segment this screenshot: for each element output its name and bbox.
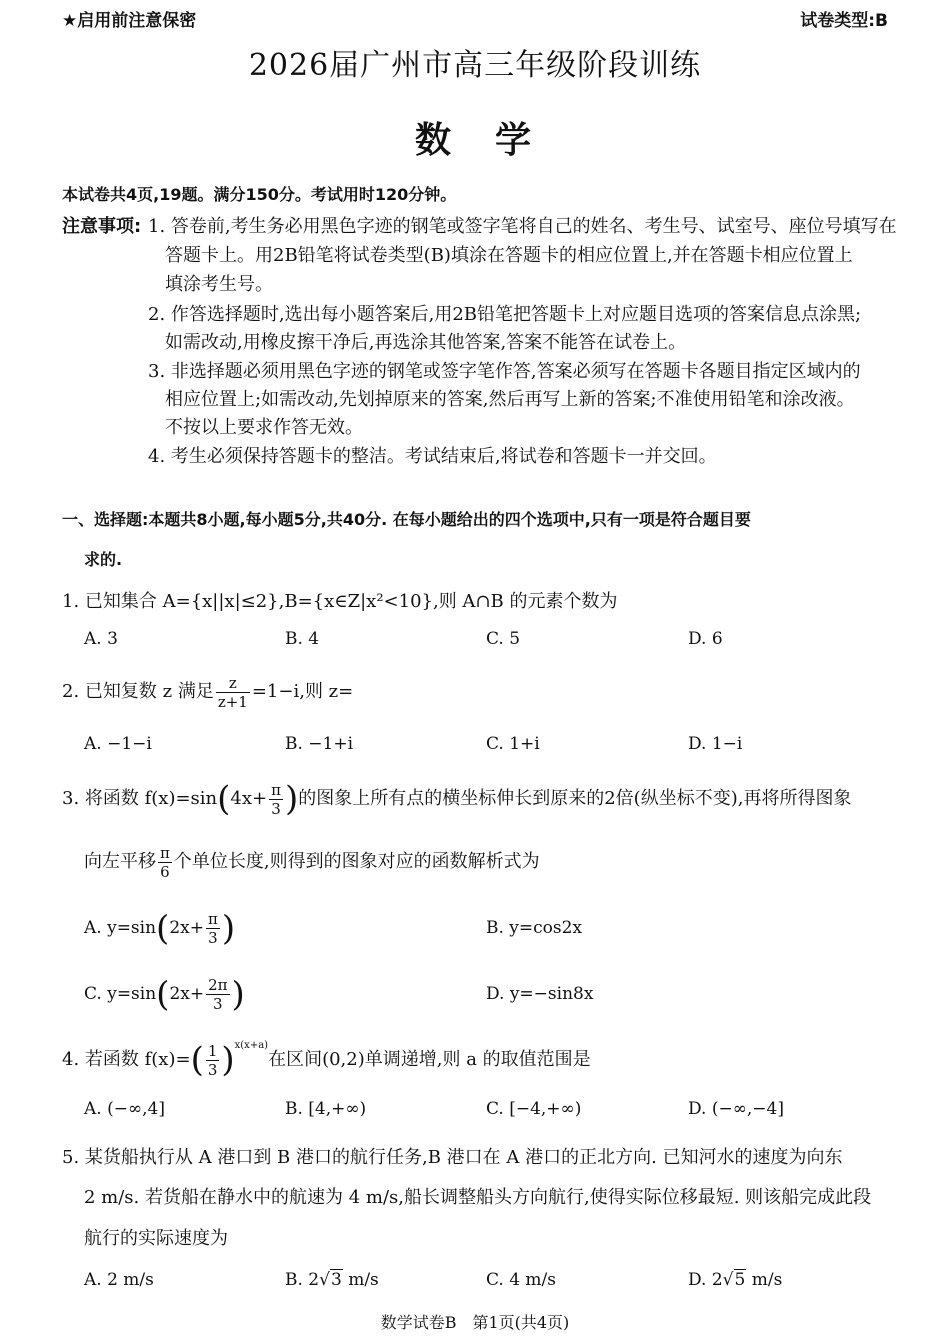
question-4-stem bbox=[62, 1034, 591, 1082]
question-1-stem: 1. 已知集合 A={x||x|≤2},B={x∈Z|x²<10},则 A∩B 的元素个数为 bbox=[62, 591, 618, 612]
right-paren: ) bbox=[221, 1040, 235, 1080]
q3-stem-post: 的图象上所有点的横坐标伸长到原来的2倍(纵坐标不变),再将所得图象 bbox=[298, 788, 852, 809]
q4-option-d: D. (−∞,−4] bbox=[688, 1099, 784, 1119]
pi-symbol: π bbox=[271, 780, 281, 799]
q4-option-a: A. (−∞,4] bbox=[84, 1099, 165, 1119]
q2-option-b: B. −1+i bbox=[285, 734, 354, 754]
note-line: 1. 答卷前,考生务必用黑色字迹的钢笔或签字笔将自己的姓名、考生号、试室号、座位号填写在 bbox=[148, 216, 897, 237]
q2-stem-post: =1−i,则 z= bbox=[251, 681, 354, 702]
frac-den: 3 bbox=[271, 799, 281, 818]
q1-option-d: D. 6 bbox=[688, 629, 723, 649]
q3-a-pre: A. y=sin bbox=[84, 918, 157, 938]
note-line: 填涂考生号。 bbox=[165, 274, 273, 295]
q2-option-d: D. 1−i bbox=[688, 734, 743, 754]
q1-option-c: C. 5 bbox=[486, 629, 521, 649]
paper-type-label: 试卷类型:B bbox=[800, 11, 888, 31]
exam-title: 2026届广州市高三年级阶段训练 bbox=[248, 48, 702, 83]
notes-label: 注意事项: bbox=[62, 216, 142, 237]
q3-line2-post: 个单位长度,则得到的图象对应的函数解析式为 bbox=[173, 851, 540, 872]
q3-line2-pre: 向左平移 bbox=[84, 851, 156, 872]
left-paren: ( bbox=[190, 1040, 204, 1080]
q5-d-pre: D. 2 bbox=[688, 1270, 723, 1290]
note-line: 如需改动,用橡皮擦干净后,再选涂其他答案,答案不能答在试卷上。 bbox=[165, 332, 687, 353]
confidential-label: ★启用前注意保密 bbox=[62, 11, 197, 31]
q3-option-d: D. y=−sin8x bbox=[486, 984, 594, 1004]
q5-option-b bbox=[285, 1270, 379, 1290]
frac-den: 3 bbox=[213, 995, 223, 1013]
q5-option-a: A. 2 m/s bbox=[84, 1270, 154, 1290]
q3-inner: 4x+ bbox=[230, 788, 268, 809]
q5-b-unit: m/s bbox=[342, 1270, 379, 1290]
q2-stem-pre: 2. 已知复数 z 满足 bbox=[62, 681, 214, 702]
question-3-line2 bbox=[84, 840, 540, 884]
exam-info: 本试卷共4页,19题。满分150分。考试用时120分钟。 bbox=[62, 185, 457, 204]
section-heading: 一、选择题:本题共8小题,每小题5分,共40分. 在每小题给出的四个选项中,只有一项是符合题目要 bbox=[62, 510, 751, 529]
q3-option-c bbox=[84, 972, 245, 1016]
pi-symbol: π bbox=[160, 843, 170, 862]
note-line: 答题卡上。用2B铅笔将试卷类型(B)填涂在答题卡的相应位置上,并在答题卡相应位置上 bbox=[165, 245, 853, 266]
subject-title: 数 学 bbox=[414, 120, 535, 161]
q5-d-radicand: 5 bbox=[734, 1270, 746, 1290]
q4-option-b: B. [4,+∞) bbox=[285, 1099, 367, 1119]
note-line: 相应位置上;如需改动,先划掉原来的答案,然后再写上新的答案;不准使用铅笔和涂改液。 bbox=[165, 389, 855, 410]
question-5-line1: 5. 某货船执行从 A 港口到 B 港口的航行任务,B 港口在 A 港口的正北方向. 已知河水的速度为向东 bbox=[62, 1147, 843, 1168]
right-paren: ) bbox=[231, 974, 245, 1015]
q2-frac-num: z bbox=[216, 674, 250, 693]
left-paren: ( bbox=[156, 974, 170, 1015]
q2-option-a: A. −1−i bbox=[84, 734, 152, 754]
frac-num: 1 bbox=[207, 1041, 218, 1060]
question-5-line2: 2 m/s. 若货船在静水中的航速为 4 m/s,船长调整船头方向航行,使得实际位移最短. 则该船完成此段 bbox=[84, 1187, 872, 1208]
q1-option-b: B. 4 bbox=[285, 629, 320, 649]
note-line: 不按以上要求作答无效。 bbox=[165, 417, 363, 438]
q3-stem-pre: 3. 将函数 f(x)=sin bbox=[62, 788, 218, 809]
frac-den: 3 bbox=[208, 929, 218, 947]
left-paren: ( bbox=[156, 908, 170, 949]
q3-c-pre: C. y=sin bbox=[84, 984, 157, 1004]
q4-fraction bbox=[206, 1042, 220, 1079]
note-line: 2. 作答选择题时,选出每小题答案后,用2B铅笔把答题卡上对应题目选项的答案信息点涂黑; bbox=[148, 304, 862, 325]
note-line: 3. 非选择题必须用黑色字迹的钢笔或签字笔作答,答案必须写在答题卡各题目指定区域内的 bbox=[148, 361, 861, 382]
right-paren: ) bbox=[284, 779, 299, 819]
q4-option-c: C. [−4,+∞) bbox=[486, 1099, 582, 1119]
page-footer: 数学试卷B 第1页(共4页) bbox=[380, 1313, 570, 1332]
q5-d-unit: m/s bbox=[746, 1270, 783, 1290]
q5-b-pre: B. 2 bbox=[285, 1270, 320, 1290]
q3-option-a bbox=[84, 906, 235, 950]
q1-option-a: A. 3 bbox=[84, 629, 118, 649]
q3-a-fraction bbox=[206, 910, 220, 947]
q5-option-d bbox=[688, 1270, 782, 1290]
q3-shift-fraction bbox=[158, 844, 172, 881]
left-paren: ( bbox=[217, 779, 231, 819]
q3-option-b: B. y=cos2x bbox=[486, 918, 583, 938]
frac-den: 3 bbox=[207, 1060, 218, 1079]
frac-den: 6 bbox=[160, 862, 170, 881]
pi-symbol: π bbox=[207, 910, 218, 928]
q3-c-inner: 2x+ bbox=[169, 984, 205, 1004]
q5-b-radicand: 3 bbox=[330, 1270, 342, 1290]
section-heading-cont: 求的. bbox=[84, 550, 123, 569]
q2-frac-den: z+1 bbox=[217, 692, 248, 711]
radical-icon: √ bbox=[722, 1270, 734, 1290]
question-3-stem bbox=[62, 777, 851, 821]
two-pi-symbol: 2π bbox=[208, 976, 228, 994]
question-5-line3: 航行的实际速度为 bbox=[84, 1228, 228, 1249]
q3-fraction bbox=[269, 781, 283, 818]
q4-exponent: x(x+a) bbox=[234, 1040, 269, 1051]
q3-c-fraction bbox=[206, 976, 229, 1013]
q2-fraction bbox=[216, 674, 250, 711]
note-line: 4. 考生必须保持答题卡的整洁。考试结束后,将试卷和答题卡一并交回。 bbox=[148, 446, 717, 467]
q4-stem-post: 在区间(0,2)单调递增,则 a 的取值范围是 bbox=[268, 1049, 591, 1070]
q2-option-c: C. 1+i bbox=[486, 734, 540, 754]
question-2-stem bbox=[62, 672, 353, 712]
q3-a-inner: 2x+ bbox=[169, 918, 204, 938]
radical-icon: √ bbox=[319, 1270, 330, 1290]
q5-option-c: C. 4 m/s bbox=[486, 1270, 557, 1290]
q4-stem-pre: 4. 若函数 f(x)= bbox=[62, 1049, 191, 1070]
right-paren: ) bbox=[221, 908, 236, 949]
